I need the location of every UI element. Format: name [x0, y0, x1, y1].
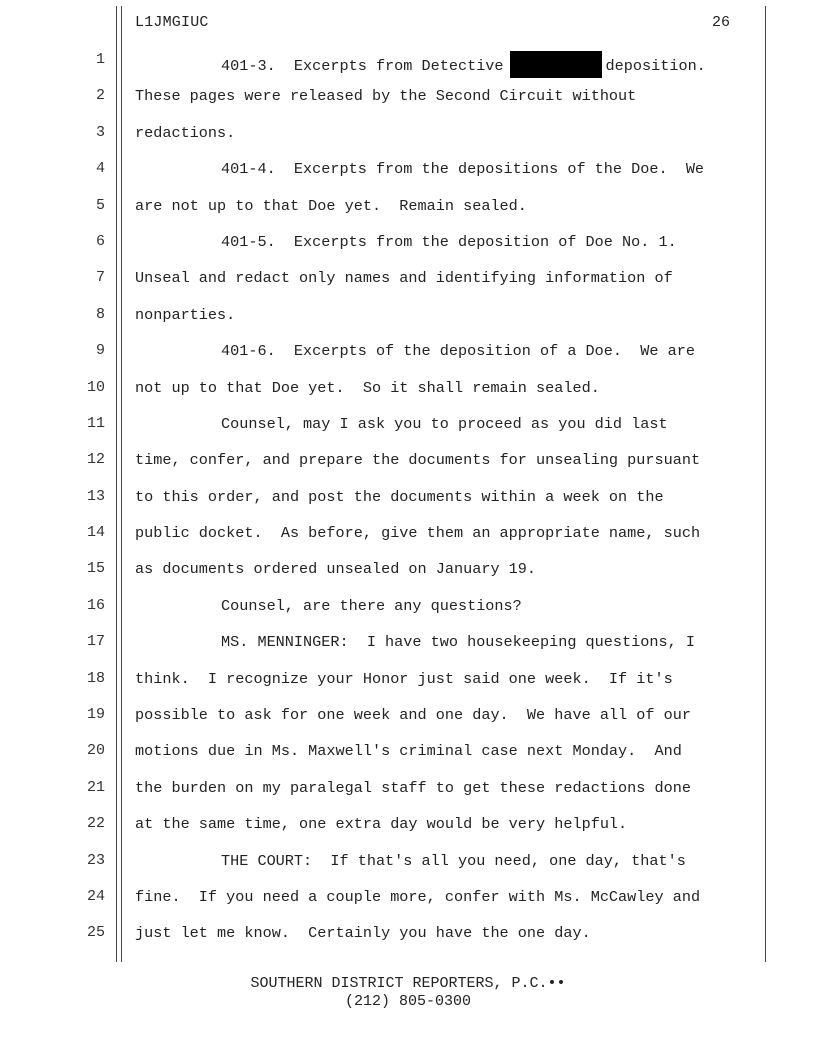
- line-text: [221, 51, 706, 78]
- transcript-line: [0, 516, 816, 552]
- line-number: 2: [95, 87, 105, 105]
- line-text: possible to ask for one week and one day. We have all of our: [135, 706, 691, 725]
- line-text: 401-4. Excerpts from the depositions of the Doe. We: [221, 160, 705, 179]
- line-number: 1: [95, 51, 105, 68]
- line-number: 24: [86, 887, 105, 905]
- transcript-line: [0, 371, 816, 407]
- line-number: 17: [86, 633, 105, 651]
- line-number: 6: [95, 232, 105, 250]
- line-text: Unseal and redact only names and identifying information of: [135, 269, 673, 288]
- transcript-line: [0, 480, 816, 516]
- line-number: 10: [86, 378, 105, 396]
- transcript-line: [0, 443, 816, 479]
- transcript-line: [0, 334, 816, 370]
- line-text: nonparties.: [135, 305, 236, 324]
- transcript-line: [0, 734, 816, 770]
- line-number: 9: [95, 342, 105, 360]
- line-number: 15: [86, 560, 105, 578]
- line-text: redactions.: [135, 123, 236, 142]
- line-number: 16: [86, 596, 105, 614]
- line-number: 25: [86, 924, 105, 942]
- transcript-line: [0, 807, 816, 843]
- line-text: 401-6. Excerpts of the deposition of a Doe. We are: [221, 342, 695, 361]
- transcript-line: [0, 189, 816, 225]
- transcript-line: [0, 261, 816, 297]
- line-text-before-redaction: 401-3. Excerpts from Detective: [221, 57, 504, 75]
- line-number: 11: [86, 414, 105, 432]
- line-text: motions due in Ms. Maxwell's criminal case next Monday. And: [135, 742, 682, 761]
- line-number: 18: [86, 669, 105, 687]
- line-number: 19: [86, 706, 105, 724]
- line-text: as documents ordered unsealed on January 19.: [135, 560, 537, 579]
- line-text: Counsel, may I ask you to proceed as you did last: [221, 414, 668, 433]
- transcript-line: [0, 880, 816, 916]
- transcript-line: [0, 771, 816, 807]
- transcript-line: [0, 152, 816, 188]
- line-number: 3: [95, 123, 105, 141]
- transcript-lines: [0, 43, 816, 953]
- footer: [0, 975, 816, 1011]
- line-text-after-redaction: deposition.: [605, 57, 706, 75]
- line-number: 20: [86, 742, 105, 760]
- line-text: to this order, and post the documents within a week on the: [135, 487, 664, 506]
- line-text: MS. MENNINGER: I have two housekeeping questions, I: [221, 633, 695, 652]
- line-text: 401-5. Excerpts from the deposition of Doe No. 1.: [221, 232, 677, 251]
- line-text: These pages were released by the Second Circuit without: [135, 87, 637, 106]
- transcript-line: [0, 407, 816, 443]
- line-text: public docket. As before, give them an appropriate name, such: [135, 524, 701, 543]
- line-number: 7: [95, 269, 105, 287]
- transcript-line: [0, 662, 816, 698]
- line-text: not up to that Doe yet. So it shall remain sealed.: [135, 378, 600, 397]
- line-number: 8: [95, 305, 105, 323]
- line-number: 22: [86, 815, 105, 833]
- reporter-phone: (212) 805-0300: [344, 993, 472, 1010]
- transcript-line: [0, 552, 816, 588]
- line-number: 5: [95, 196, 105, 214]
- transcript-line: [0, 298, 816, 334]
- transcript-line: [0, 916, 816, 952]
- line-number: 21: [86, 778, 105, 796]
- line-number: 23: [86, 851, 105, 869]
- transcript-line: [0, 625, 816, 661]
- line-text: at the same time, one extra day would be very helpful.: [135, 815, 628, 834]
- line-text: think. I recognize your Honor just said one week. If it's: [135, 669, 673, 688]
- transcript-line: [0, 589, 816, 625]
- transcript-line: [0, 116, 816, 152]
- transcript-code: L1JMGIUC: [135, 14, 209, 31]
- reporter-name: SOUTHERN DISTRICT REPORTERS, P.C.••: [250, 975, 566, 992]
- line-number: 14: [86, 524, 105, 542]
- transcript-line: [0, 844, 816, 880]
- transcript-line: [0, 698, 816, 734]
- line-text: THE COURT: If that's all you need, one day, that's: [221, 851, 686, 870]
- line-number: 4: [95, 160, 105, 178]
- line-text: just let me know. Certainly you have the one day.: [135, 924, 591, 943]
- transcript-line: [0, 225, 816, 261]
- line-text: fine. If you need a couple more, confer with Ms. McCawley and: [135, 887, 701, 906]
- line-text: are not up to that Doe yet. Remain sealed.: [135, 196, 527, 215]
- line-number: 13: [86, 487, 105, 505]
- line-text: the burden on my paralegal staff to get these redactions done: [135, 778, 691, 797]
- transcript-line: [0, 43, 816, 79]
- line-text: Counsel, are there any questions?: [221, 596, 522, 615]
- redaction-box: [510, 51, 602, 78]
- line-text: time, confer, and prepare the documents for unsealing pursuant: [135, 451, 701, 470]
- line-number: 12: [86, 451, 105, 469]
- transcript-line: [0, 79, 816, 115]
- page-number: 26: [711, 14, 730, 31]
